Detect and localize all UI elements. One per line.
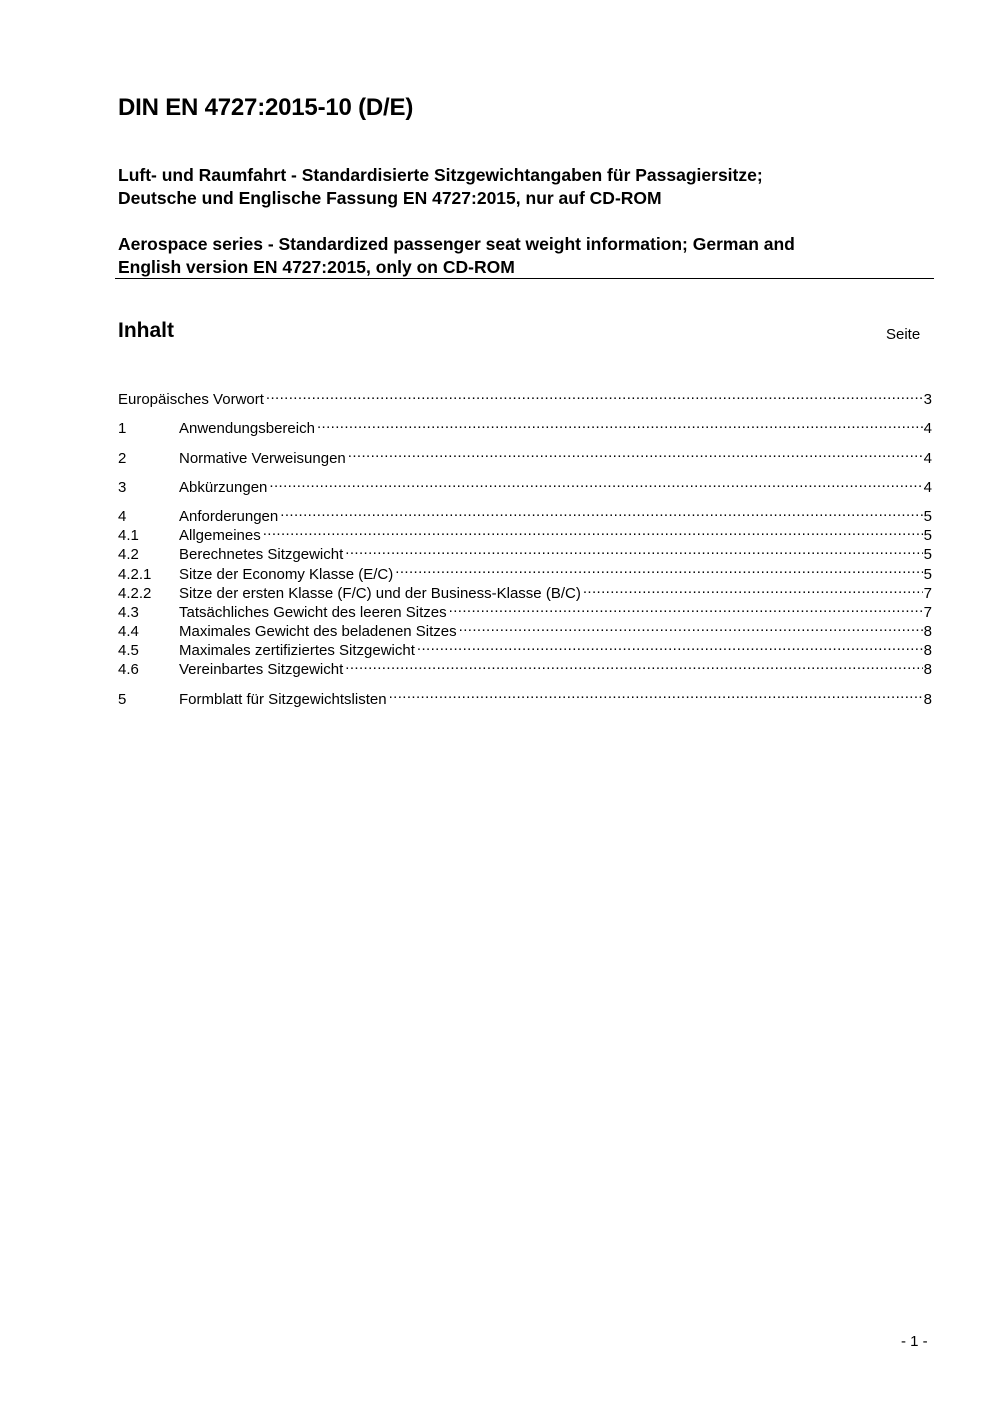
toc-entry[interactable]	[118, 502, 932, 525]
toc-entry-page: 8	[923, 690, 932, 708]
toc-entry[interactable]	[118, 684, 932, 708]
english-subtitle-line: English version EN 4727:2015, only on CD-ROM	[118, 257, 515, 277]
toc-entry-number: 4.2	[118, 546, 139, 564]
toc-entry[interactable]	[118, 385, 932, 409]
toc-entry-title: Sitze der Economy Klasse (E/C)	[179, 565, 394, 583]
toc-entry-title: Tatsächliches Gewicht des leeren Sitzes	[179, 603, 447, 621]
toc-dot-leader	[269, 473, 922, 492]
toc-entry-page: 7	[923, 584, 932, 602]
toc-dot-leader	[317, 414, 923, 433]
toc-entry-title: Abkürzungen	[179, 478, 268, 496]
toc-entry-number: 4.5	[118, 642, 139, 660]
toc-entry-number: 3	[118, 478, 127, 496]
german-subtitle	[118, 164, 918, 210]
toc-dot-leader	[345, 655, 922, 674]
toc-entry-number: 4.4	[118, 623, 139, 641]
toc-entry-number: 4.6	[118, 661, 139, 679]
toc-entry-title: Sitze der ersten Klasse (F/C) und der Business-Klasse (B/C)	[179, 584, 581, 602]
toc-entry-number: 2	[118, 449, 127, 467]
toc-dot-leader	[345, 540, 922, 559]
toc-entry-title: Maximales Gewicht des beladenen Sitzes	[179, 623, 457, 641]
toc-entry-title: Anforderungen	[179, 507, 279, 525]
toc-entry-number: 4.1	[118, 527, 139, 545]
toc-entry-title: Anwendungsbereich	[179, 420, 315, 438]
toc-entry-page: 5	[923, 546, 932, 564]
toc-entry-title: Europäisches Vorwort	[118, 391, 264, 409]
toc-entry-number: 4.2.1	[118, 565, 152, 583]
toc-entry[interactable]	[118, 473, 932, 496]
toc-page-column-heading: Seite	[886, 326, 921, 343]
english-subtitle	[118, 233, 918, 279]
toc-entry-number: 4.3	[118, 603, 139, 621]
toc-dot-leader	[459, 617, 923, 636]
toc-entry-number: 4	[118, 507, 127, 525]
german-subtitle-line: Deutsche und Englische Fassung EN 4727:2015, nur auf CD-ROM	[118, 188, 662, 208]
toc-entry-title: Vereinbartes Sitzgewicht	[179, 661, 344, 679]
toc-entry-title: Maximales zertifiziertes Sitzgewicht	[179, 642, 415, 660]
toc-dot-leader	[266, 385, 923, 404]
toc-entry-page: 5	[923, 565, 932, 583]
table-of-contents	[118, 385, 932, 708]
toc-entry-number: 5	[118, 690, 127, 708]
toc-entry-title: Berechnetes Sitzgewicht	[179, 546, 344, 564]
toc-dot-leader	[395, 559, 922, 578]
toc-dot-leader	[417, 636, 923, 655]
toc-entry-page: 4	[923, 449, 932, 467]
toc-dot-leader	[389, 684, 923, 703]
toc-entry-page: 3	[923, 391, 932, 409]
toc-entry-page: 8	[923, 661, 932, 679]
document-title: DIN EN 4727:2015-10 (D/E)	[118, 94, 414, 121]
toc-entry-page: 4	[923, 478, 932, 496]
toc-entry-title: Formblatt für Sitzgewichtslisten	[179, 690, 387, 708]
toc-entry-page: 7	[923, 603, 932, 621]
toc-entry[interactable]	[118, 414, 932, 438]
toc-heading: Inhalt	[118, 319, 174, 342]
toc-entry-page: 8	[923, 623, 932, 641]
toc-dot-leader	[348, 443, 923, 462]
toc-entry-title: Allgemeines	[179, 527, 261, 545]
toc-entry-number: 1	[118, 420, 127, 438]
toc-dot-leader	[583, 579, 923, 598]
toc-entry-page: 8	[923, 642, 932, 660]
toc-entry-number: 4.2.2	[118, 584, 152, 602]
toc-dot-leader	[449, 598, 923, 617]
toc-entry-page: 4	[923, 420, 932, 438]
page-number: - 1 -	[901, 1333, 928, 1350]
toc-entry-page: 5	[923, 507, 932, 525]
toc-dot-leader	[263, 521, 923, 540]
title-divider	[115, 278, 934, 279]
toc-dot-leader	[280, 502, 922, 521]
toc-entry-page: 5	[923, 527, 932, 545]
toc-entry-title: Normative Verweisungen	[179, 449, 346, 467]
english-subtitle-line: Aerospace series - Standardized passenger seat weight information; German and	[118, 234, 795, 254]
german-subtitle-line: Luft- und Raumfahrt - Standardisierte Sitzgewichtangaben für Passagiersitze;	[118, 165, 763, 185]
toc-entry[interactable]	[118, 443, 932, 467]
